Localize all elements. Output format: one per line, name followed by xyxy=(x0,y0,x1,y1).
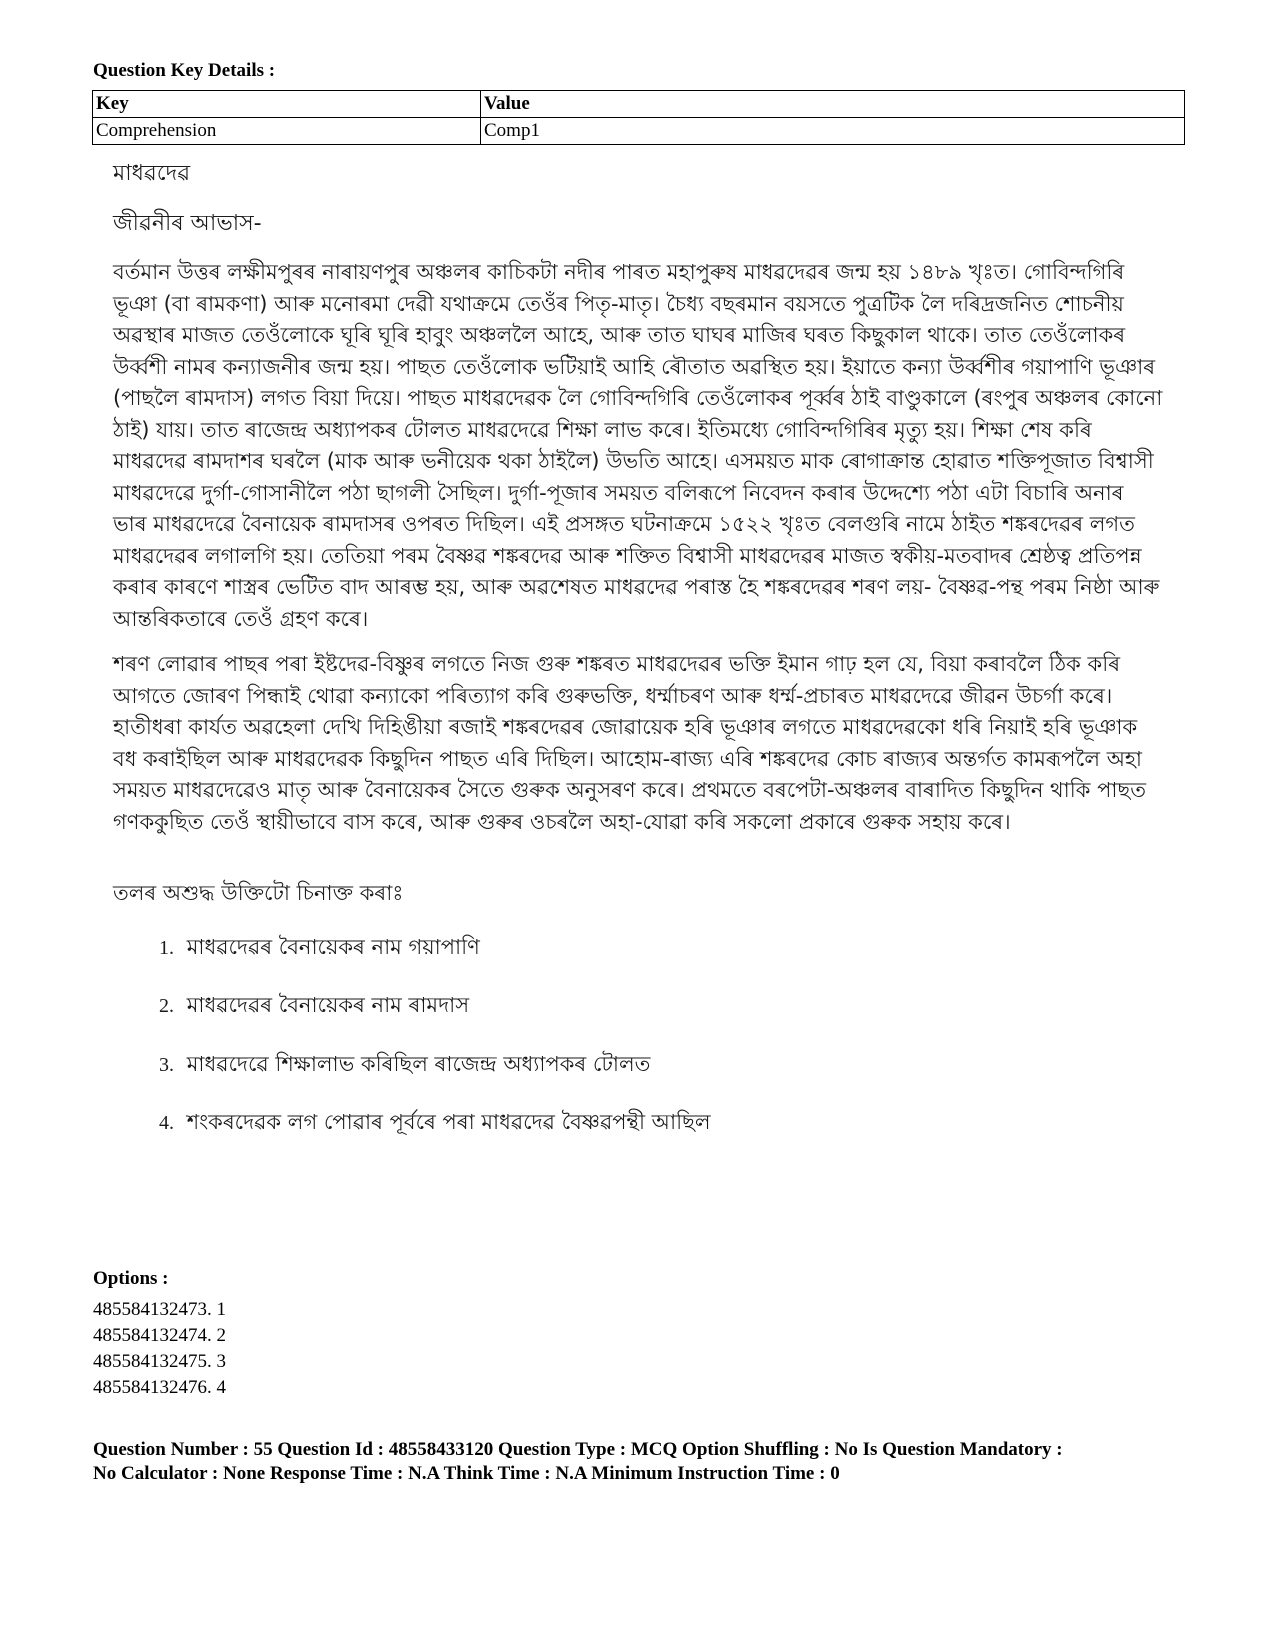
passage-paragraph-2: শৰণ লোৱাৰ পাছৰ পৰা ইষ্টদেৱ-বিষ্ণুৰ লগতে নিজ গুৰু শঙ্কৰত মাধৱদেৱৰ ভক্তি ইমান গাঢ় হল যে, বিয়া কৰাবলৈ ঠিক কৰি আগতে জোৰণ পিন্ধাই থোৱা কন্যাকো পৰিত্যাগ কৰি গুৰুভক্তি, ধৰ্ম্মাচৰণ আৰু ধৰ্ম্ম-প্ৰচাৰত মাধৱদেৱে জীৱন উচৰ্গা কৰে। হাতীধৰা কাৰ্যত অৱহেলা দেখি দিহিঙীয়া ৰজাই শঙ্কৰদেৱৰ জোৱায়েক হৰি ভূঞাৰ লগতে মাধৱদেৱকো ধৰি নিয়াই হৰি ভূঞাক বধ কৰাইছিল আৰু মাধৱদেৱক কিছুদিন পাছত এৰি দিছিল। আহোম-ৰাজ্য এৰি শঙ্কৰদেৱ কোচ ৰাজ্যৰ অন্তৰ্গত কামৰূপলৈ অহা সময়ত মাধৱদেৱেও মাতৃ আৰু বৈনায়েকৰ সৈতে গুৰুক অনুসৰণ কৰে। প্ৰথমতে বৰপেটা-অঞ্চলৰ বাৰাদিত কিছুদিন থাকি পাছত গণককুছিত তেওঁ স্থায়ীভাবে বাস কৰে, আৰু গুৰুৰ ওচৰলৈ অহা-যোৱা কৰি সকলো প্ৰকাৰে গুৰুক সহায় কৰে। xyxy=(113,652,1146,834)
choice-item xyxy=(159,990,1163,1023)
choice-item xyxy=(159,1049,1163,1082)
option-item: 485584132474. 2 xyxy=(93,1325,226,1346)
passage-title: মাধৱদেৱ xyxy=(113,161,191,186)
header-value-cell: Value xyxy=(481,91,1185,118)
options-title: Options : xyxy=(93,1268,169,1289)
choice-number: 1. xyxy=(159,936,174,959)
choice-item xyxy=(159,1107,1163,1140)
passage-paragraph-1: বৰ্তমান উত্তৰ লক্ষীমপুৰৰ নাৰায়ণপুৰ অঞ্চলৰ কাচিকটা নদীৰ পাৰত মহাপুৰুষ মাধৱদেৱৰ জন্ম হয় ১৪৮৯ খৃঃত। গোবিন্দগিৰি ভূঞা (বা ৰামকণা) আৰু মনোৰমা দেৱী যথাক্ৰমে তেওঁৰ পিতৃ-মাতৃ। চৈধ্য বছৰমান বয়সতে পুত্ৰটিক লৈ দৰিদ্ৰজনিত শোচনীয় অৱস্থাৰ মাজত তেওঁলোকে ঘূৰি ঘূৰি হাবুং অঞ্চললৈ আহে, আৰু তাত ঘাঘৰ মাজিৰ ঘৰত কিছুকাল থাকে। তাত তেওঁলোকৰ উৰ্ব্বশী নামৰ কন্যাজনীৰ জন্ম হয়। পাছত তেওঁলোক ভটিয়াই আহি ৰৌতাত অৱস্থিত হয়। ইয়াতে কন্যা উৰ্ব্বশীৰ গয়াপাণি ভূঞাৰ (পাছলৈ ৰামদাস) লগত বিয়া দিয়ে। পাছত মাধৱদেৱক লৈ গোবিন্দগিৰি তেওঁলোকৰ পূৰ্ব্বৰ ঠাই বাণ্ডুকালে (ৰংপুৰ অঞ্চলৰ কোনো ঠাই) যায়। তাত ৰাজেন্দ্ৰ অধ্যাপকৰ টোলত মাধৱদেৱে শিক্ষা লাভ কৰে। ইতিমধ্যে গোবিন্দগিৰিৰ মৃত্যু হয়। শিক্ষা শেষ কৰি মাধৱদেৱ ৰামদাশৰ ঘৰলৈ (মাক আৰু ভনীয়েক থকা ঠাইলৈ) উভতি আহে। এসময়ত মাক ৰোগাক্ৰান্ত হোৱাত শক্তিপূজাত বিশ্বাসী মাধৱদেৱে দুৰ্গা-গোসানীলৈ পঠা ছাগলী সৈছিল। দুৰ্গা-পূজাৰ সময়ত বলিৰূপে নিবেদন কৰাৰ উদ্দেশ্যে পঠা এটা বিচাৰি অনাৰ ভাৰ মাধৱদেৱে বৈনায়েক ৰামদাসৰ ওপৰত দিছিল। এই প্ৰসঙ্গত ঘটনাক্ৰমে ১৫২২ খৃঃত বেলগুৰি নামে ঠাইত শঙ্কৰদেৱৰ লগত মাধৱদেৱৰ লগালগি হয়। তেতিয়া পৰম বৈষ্ণৱ শঙ্কৰদেৱ আৰু শক্তিত বিশ্বাসী মাধৱদেৱৰ মাজত স্বকীয়-মতবাদৰ শ্ৰেষ্ঠত্ব প্ৰতিপন্ন কৰাৰ কাৰণে শাস্ত্ৰৰ ভেটিত বাদ আৰম্ভ হয়, আৰু অৱশেষত মাধৱদেৱ পৰাস্ত হৈ শঙ্কৰদেৱৰ শৰণ লয়- বৈষ্ণৱ-পন্থ পৰম নিষ্ঠা আৰু আন্তৰিকতাৰে তেওঁ গ্ৰহণ কৰে। xyxy=(113,260,1163,631)
table-header-row xyxy=(93,91,1185,118)
choice-number: 3. xyxy=(159,1053,174,1076)
question-prompt: তলৰ অশুদ্ধ উক্তিটো চিনাক্ত কৰাঃ xyxy=(113,881,404,905)
row-value-cell: Comp1 xyxy=(481,118,1185,145)
question-meta-line-2: No Calculator : None Response Time : N.A Think Time : N.A Minimum Instruction Time : 0 xyxy=(93,1463,840,1484)
choice-item xyxy=(159,932,1163,965)
choice-number: 2. xyxy=(159,995,174,1017)
question-key-details-title: Question Key Details : xyxy=(93,60,276,81)
choice-list xyxy=(113,932,1163,1140)
passage-subtitle: জীৱনীৰ আভাস- xyxy=(113,210,262,236)
header-key-cell: Key xyxy=(93,91,481,118)
choice-text: মাধৱদেৱে শিক্ষালাভ কৰিছিল ৰাজেন্দ্ৰ অধ্যাপকৰ টোলত xyxy=(186,1051,651,1076)
choice-text: মাধৱদেৱৰ বৈনায়েকৰ নাম ৰামদাস xyxy=(186,993,470,1017)
choice-text: মাধৱদেৱৰ বৈনায়েকৰ নাম গয়াপাণি xyxy=(186,934,480,959)
option-item: 485584132473. 1 xyxy=(93,1299,226,1320)
question-meta-line-1: Question Number : 55 Question Id : 48558433120 Question Type : MCQ Option Shuffling : No Is Question Mandatory : xyxy=(93,1439,1063,1460)
choice-text: শংকৰদেৱক লগ পোৱাৰ পূৰ্বৰে পৰা মাধৱদেৱ বৈষ্ণৱপন্থী আছিল xyxy=(186,1110,711,1134)
choice-number: 4. xyxy=(159,1112,174,1134)
options-list xyxy=(93,1297,226,1401)
comprehension-passage xyxy=(113,158,1163,1166)
option-item: 485584132475. 3 xyxy=(93,1351,226,1372)
table-row xyxy=(93,118,1185,145)
question-key-table xyxy=(92,90,1185,145)
row-key-cell: Comprehension xyxy=(93,118,481,145)
question-meta-footer xyxy=(93,1438,1183,1486)
option-item: 485584132476. 4 xyxy=(93,1377,226,1398)
